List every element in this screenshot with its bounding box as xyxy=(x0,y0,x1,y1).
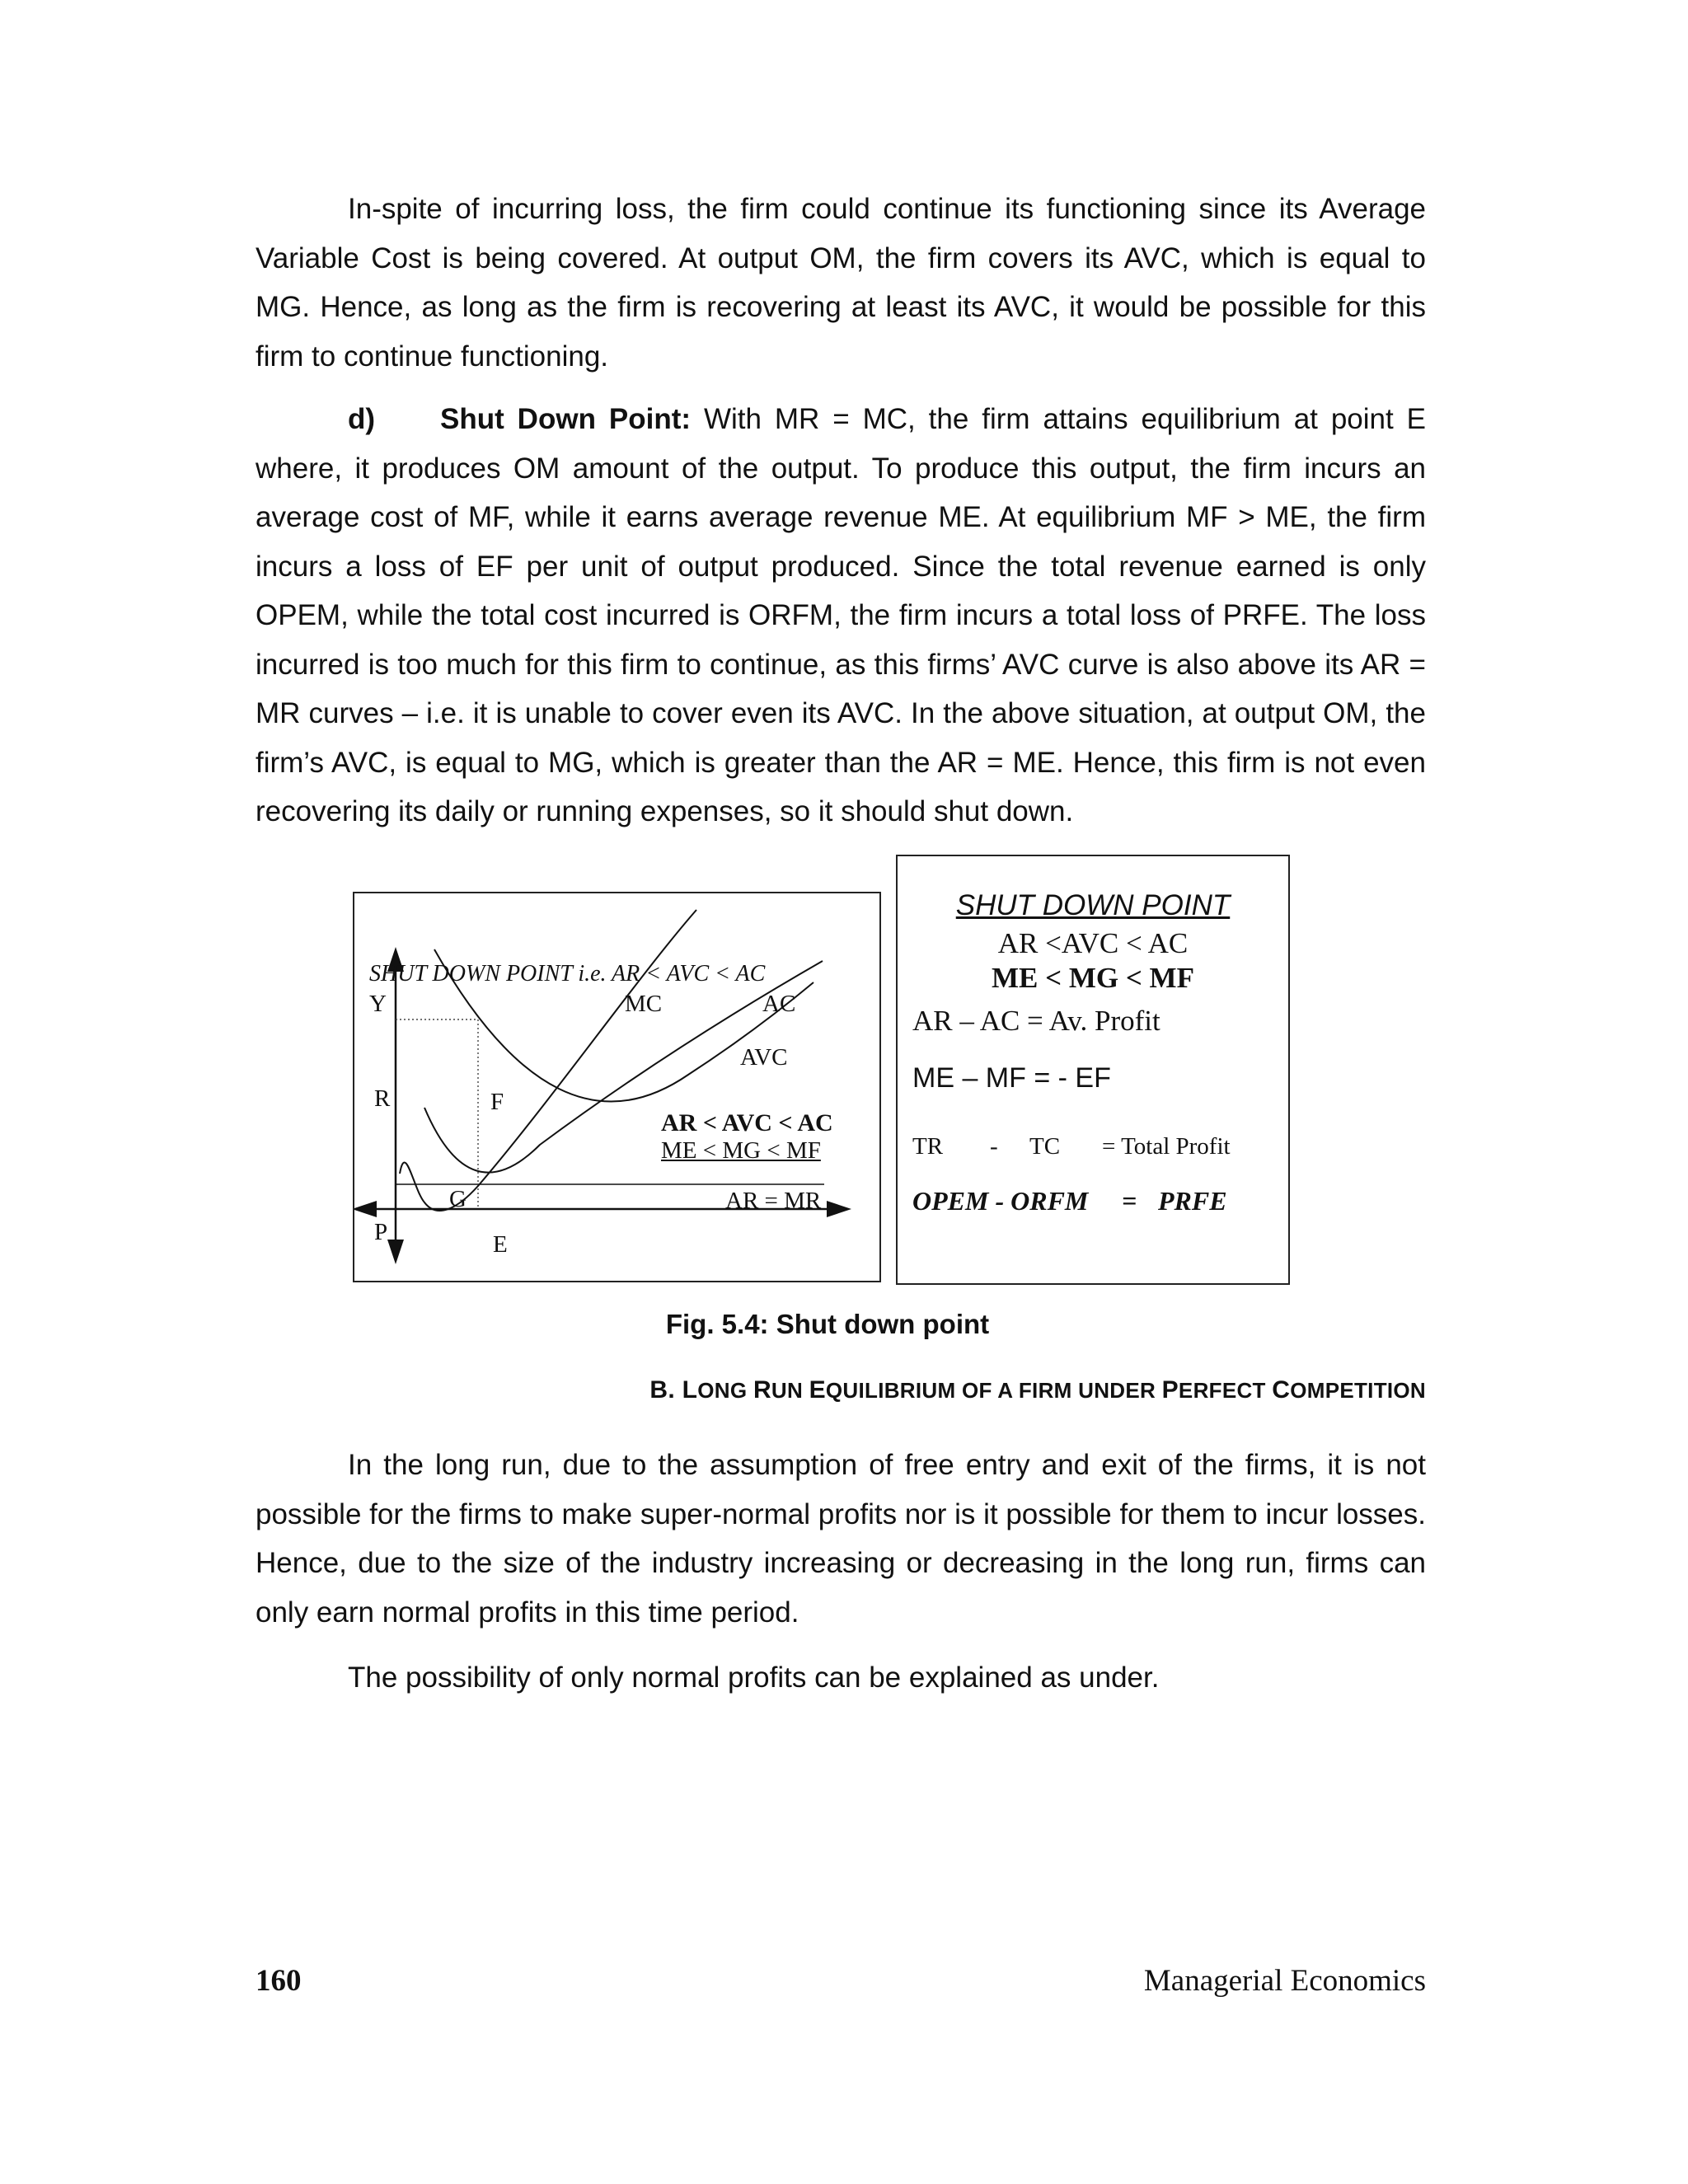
paragraph-text: With MR = MC, the firm attains equilibrium at point E where, it produces OM amount of the output. To produce this output, the firm incurs an average cost of MF, while it earns average revenue ME. At equilibrium MF > ME, the firm incurs a loss of EF per unit of output produced. Since the total revenue earned is only OPEM, while the total cost incurred is ORFM, the firm incurs a total loss of PRFE. The loss incurred is too much for this firm to continue, as this firms’ AVC curve is also above its AR = MR curves – i.e. it is unable to cover even its AVC. In the above situation, at output OM, the firm’s AVC, is equal to MG, which is greater than the AR = ME. Hence, this firm is not even recovering its daily or running expenses, so it should shut down. xyxy=(256,403,1426,827)
summary-line-3: AR – AC = Av. Profit xyxy=(912,1005,1160,1037)
label-y: Y xyxy=(369,991,387,1017)
summary-line-4: ME – MF = - EF xyxy=(912,1062,1111,1094)
summary-minus: - xyxy=(990,1133,998,1160)
summary-line-2: ME < MG < MF xyxy=(992,962,1194,994)
label-ac: AC xyxy=(762,991,796,1017)
label-f: F xyxy=(490,1089,504,1115)
paragraph-normal-profits xyxy=(256,1653,1426,1703)
summary-tr: TR xyxy=(912,1133,944,1160)
graph-relation-1: AR < AVC < AC xyxy=(661,1109,833,1137)
mc-curve xyxy=(400,910,696,1211)
graph-canvas xyxy=(354,893,879,1281)
paragraph-shutdown-continue xyxy=(256,185,1426,381)
list-label: d) xyxy=(348,403,376,435)
shutdown-summary-box xyxy=(896,855,1290,1285)
graph-relation-2: ME < MG < MF xyxy=(661,1137,821,1164)
label-ar-mr: AR = MR xyxy=(725,1188,822,1214)
paragraph-text: The possibility of only normal profits can be explained as under. xyxy=(348,1661,1160,1694)
summary-title: SHUT DOWN POINT xyxy=(955,889,1231,921)
summary-prfe: PRFE xyxy=(1158,1186,1227,1216)
label-r: R xyxy=(374,1085,391,1112)
summary-equals: = xyxy=(1122,1186,1137,1216)
book-title: Managerial Economics xyxy=(1143,1964,1426,1998)
label-mc: MC xyxy=(625,991,663,1017)
page-number: 160 xyxy=(256,1964,302,1998)
summary-tc: TC xyxy=(1029,1133,1061,1160)
shutdown-graph xyxy=(353,892,881,1282)
section-heading: B. LONG RUN EQUILIBRIUM OF A FIRM UNDER PERFECT COMPETITION xyxy=(649,1376,1426,1404)
label-e: E xyxy=(493,1231,508,1258)
label-p: P xyxy=(374,1219,388,1245)
summary-line-1: AR <AVC < AC xyxy=(997,927,1189,959)
paragraph-text: In the long run, due to the assumption of free entry and exit of the firms, it is not possible for the firms to make super-normal profits nor is it possible for them to incur losses. Hence, due to the size of the industry increasing or decreasing in the long run, firms can only earn normal profits in this time period. xyxy=(256,1449,1426,1629)
paragraph-heading: Shut Down Point: xyxy=(440,403,692,435)
summary-total-profit: = Total Profit xyxy=(1102,1133,1231,1160)
label-avc: AVC xyxy=(740,1044,788,1071)
graph-title: SHUT DOWN POINT i.e. AR < AVC < AC xyxy=(369,961,766,987)
paragraph-long-run xyxy=(256,1441,1426,1637)
figure-caption: Fig. 5.4: Shut down point xyxy=(665,1309,990,1339)
paragraph-shutdown-point xyxy=(256,395,1426,837)
paragraph-text: In-spite of incurring loss, the firm could continue its functioning since its Average Variable Cost is being covered. At output OM, the firm covers its AVC, which is equal to MG. Hence, as long as the firm is recovering at least its AVC, it would be possible for this firm to continue functioning. xyxy=(256,193,1426,373)
label-g: G xyxy=(449,1186,467,1212)
summary-opem-orfm: OPEM - ORFM xyxy=(912,1186,1089,1216)
